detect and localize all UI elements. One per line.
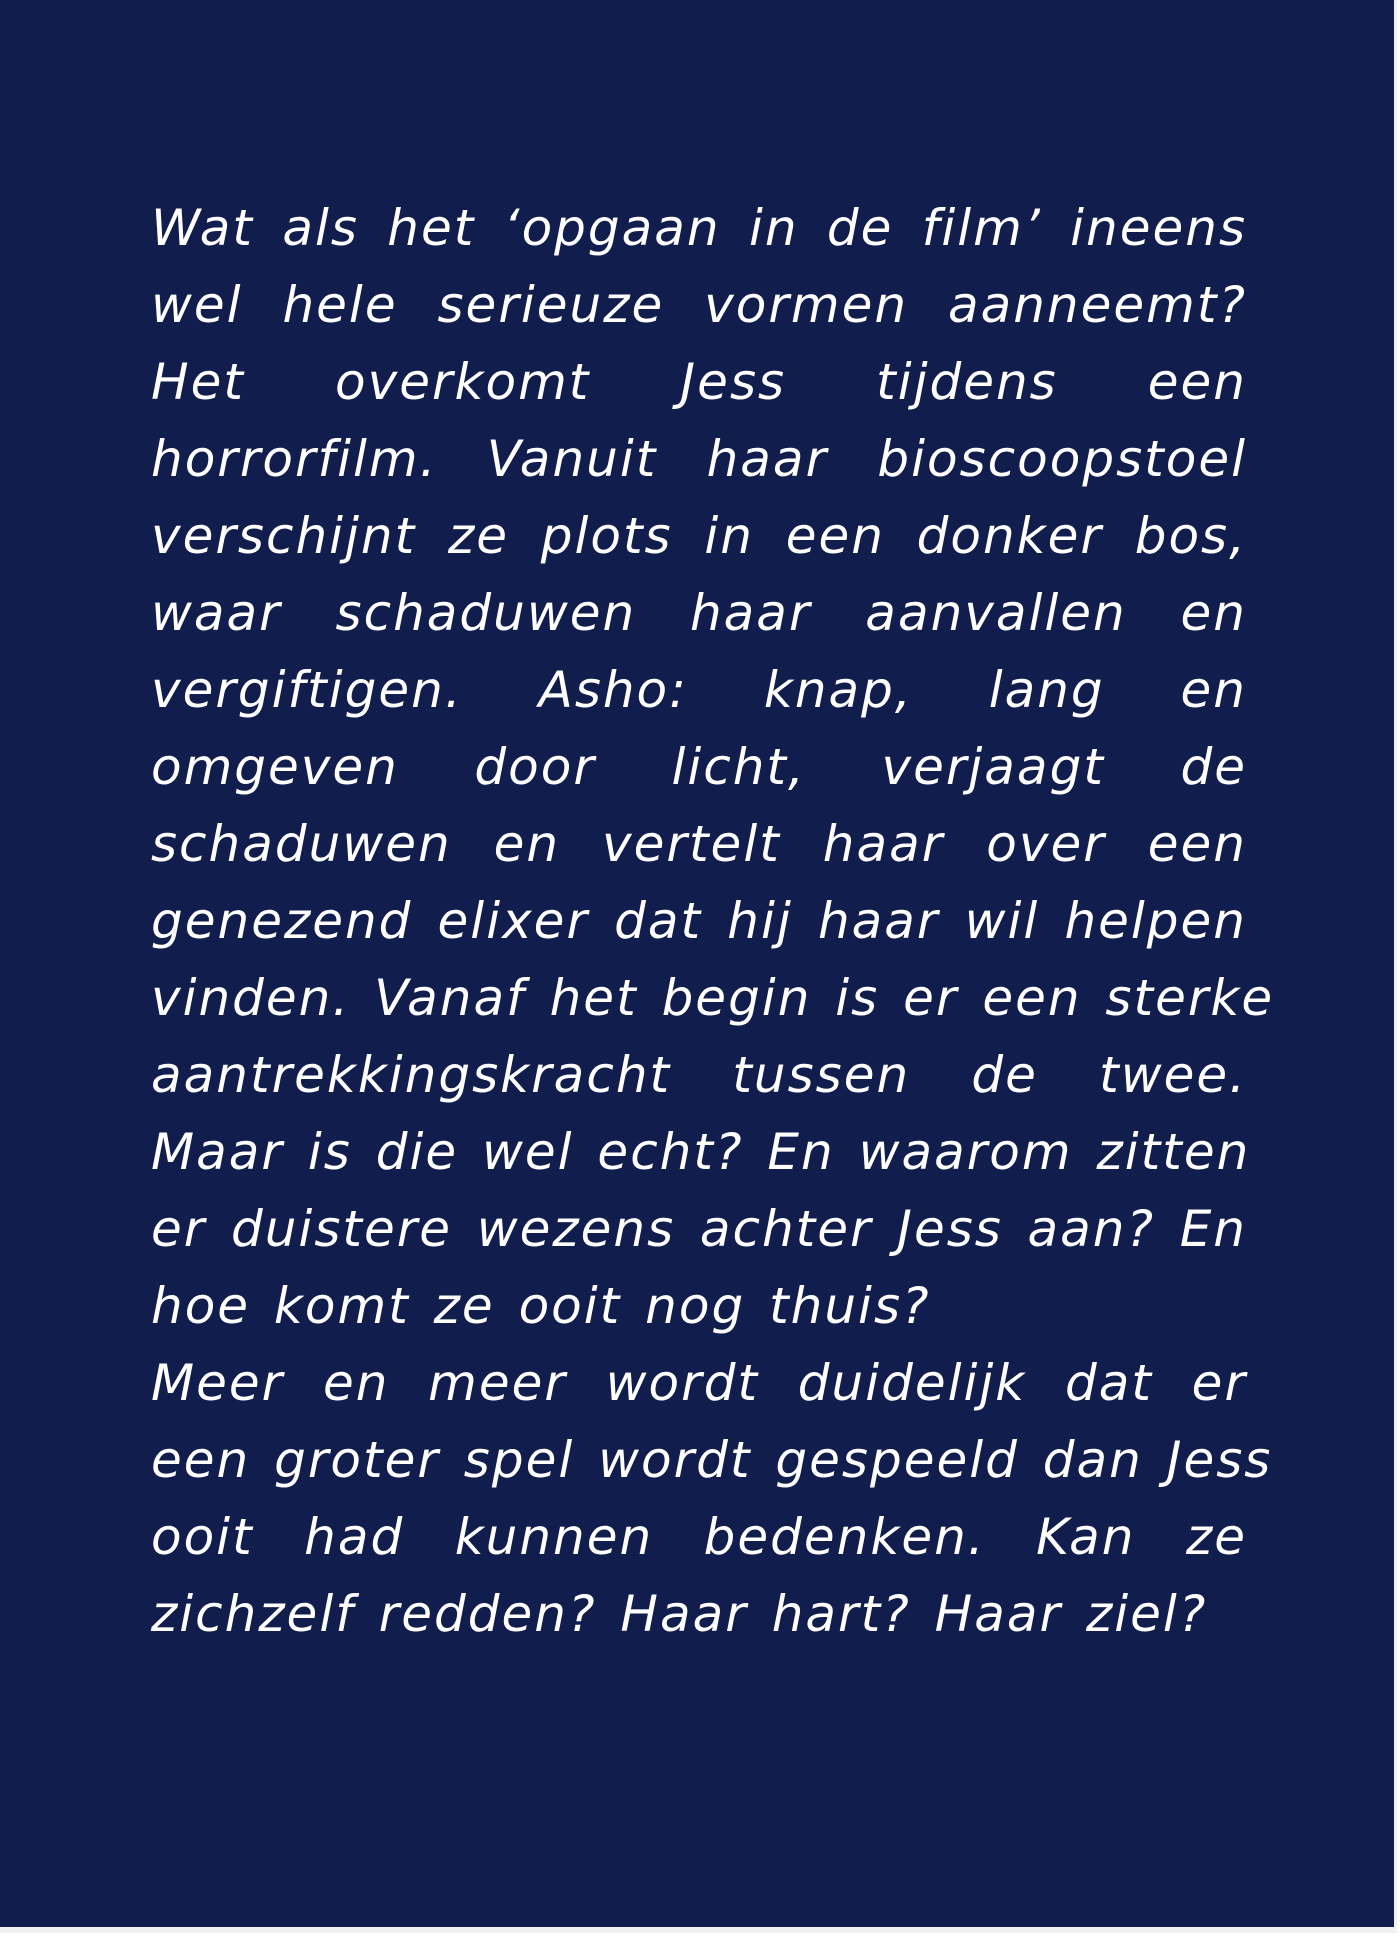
blurb-line: Meer en meer wordt duidelijk dat er: [151, 1354, 1247, 1412]
blurb-line: aantrekkingskracht tussen de twee.: [151, 1046, 1247, 1104]
blurb-line: hoe komt ze ooit nog thuis?: [151, 1277, 931, 1335]
blurb-line: Wat als het ‘opgaan in de film’ ineens: [151, 199, 1247, 257]
blurb-line: waar schaduwen haar aanvallen en: [151, 584, 1247, 642]
blurb-line: vergiftigen. Asho: knap, lang en: [151, 661, 1247, 719]
blurb-line: schaduwen en vertelt haar over een: [151, 815, 1247, 873]
blurb-line: vinden. Vanaf het begin is er een sterke: [151, 969, 1275, 1027]
blurb-line: er duistere wezens achter Jess aan? En: [151, 1200, 1247, 1258]
blurb-line: ooit had kunnen bedenken. Kan ze: [151, 1508, 1247, 1566]
blurb-line: Maar is die wel echt? En waarom zitten: [151, 1123, 1251, 1181]
blurb-line: genezend elixer dat hij haar wil helpen: [151, 892, 1247, 950]
blurb-paragraph-2: [151, 1345, 1273, 1653]
blurb-line: wel hele serieuze vormen aanneemt?: [151, 276, 1247, 334]
blurb-line: omgeven door licht, verjaagt de: [151, 738, 1247, 796]
blurb-line: verschijnt ze plots in een donker bos,: [151, 507, 1247, 565]
blurb-paragraph-1: [151, 190, 1275, 1345]
blurb-line: Het overkomt Jess tijdens een: [151, 353, 1247, 411]
blurb-text: [151, 190, 1275, 1653]
blurb-line: horrorfilm. Vanuit haar bioscoopstoel: [151, 430, 1247, 488]
blurb-line: een groter spel wordt gespeeld dan Jess: [151, 1431, 1273, 1489]
blurb-line: zichzelf redden? Haar hart? Haar ziel?: [151, 1585, 1208, 1643]
